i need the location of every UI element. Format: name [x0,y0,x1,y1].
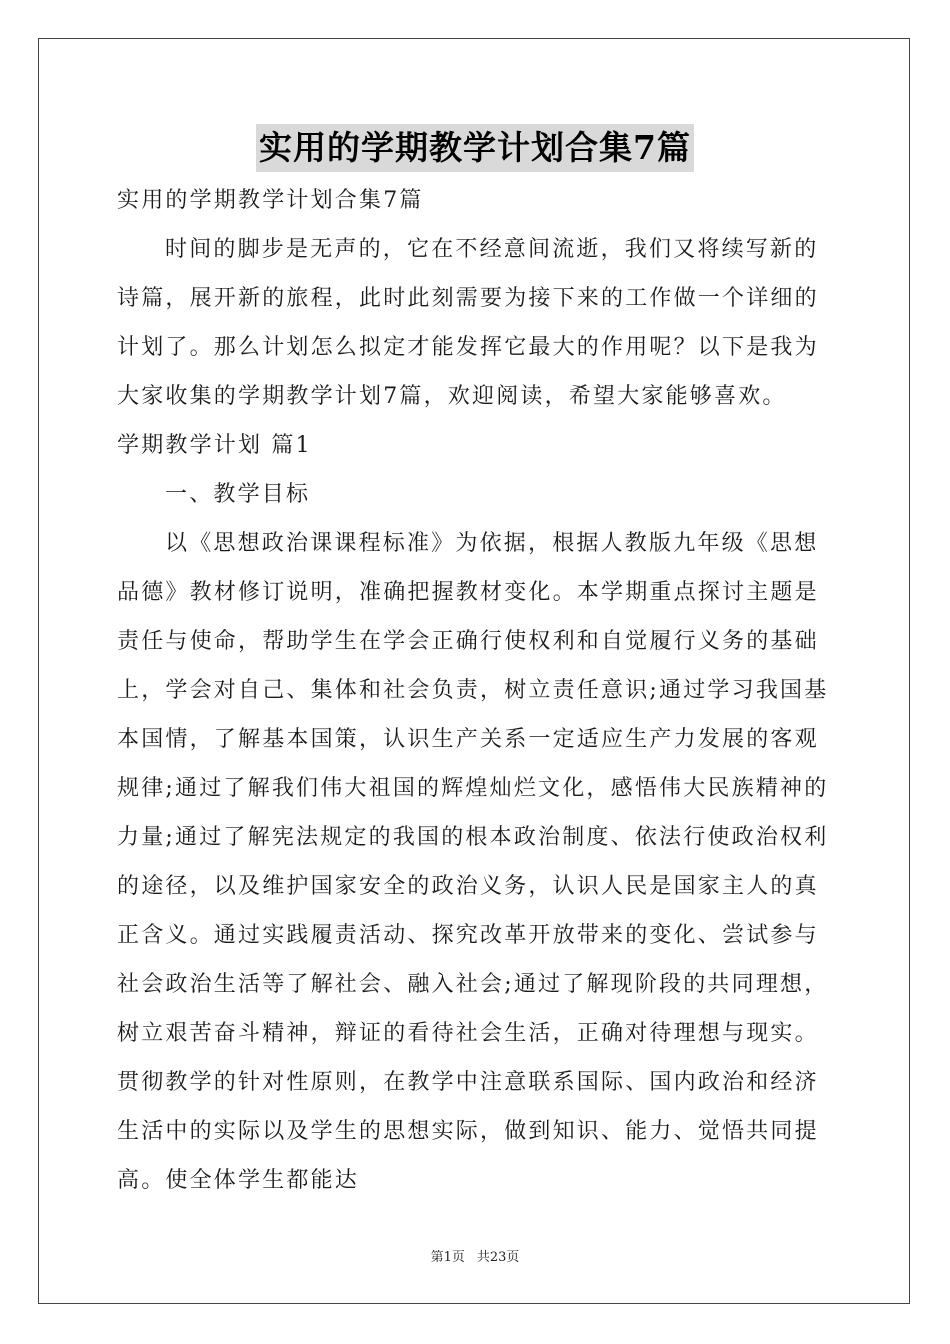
page-footer [0,1246,950,1265]
page-total: 共23页 [476,1250,520,1265]
subheading: 一、教学目标 [165,482,311,507]
subtitle-line: 实用的学期教学计划合集7篇 [117,188,424,213]
document-title: 实用的学期教学计划合集7篇 [256,124,694,172]
section-heading: 学期教学计划 篇1 [117,433,312,458]
intro-paragraph: 时间的脚步是无声的，它在不经意间流逝，我们又将续写新的诗篇，展开新的旅程，此时此刻需要为接下来的工作做一个详细的计划了。那么计划怎么拟定才能发挥它最大的作用呢？以下是我为大家收集的学期教学计划7篇，欢迎阅读，希望大家能够喜欢。 [117,237,819,409]
page-number: 第1页 [430,1250,465,1265]
title-container [0,124,950,172]
body-paragraph: 以《思想政治课课程标准》为依据，根据人教版九年级《思想品德》教材修订说明，准确把握教材变化。本学期重点探讨主题是责任与使命，帮助学生在学会正确行使权利和自觉履行义务的基础上，学会对自己、集体和社会负责，树立责任意识;通过学习我国基本国情，了解基本国策，认识生产关系一定适应生产力发展的客观规律;通过了解我们伟大祖国的辉煌灿烂文化，感悟伟大民族精神的力量;通过了解宪法规定的我国的根本政治制度、依法行使政治权利的途径，以及维护国家安全的政治义务，认识人民是国家主人的真正含义。通过实践履责活动、探究改革开放带来的变化、尝试参与社会政治生活等了解社会、融入社会;通过了解现阶段的共同理想，树立艰苦奋斗精神，辩证的看待社会生活，正确对待理想与现实。贯彻教学的针对性原则，在教学中注意联系国际、国内政治和经济生活中的实际以及学生的思想实际，做到知识、能力、觉悟共同提高。使全体学生都能达 [117,531,829,1193]
document-body [117,176,837,1205]
